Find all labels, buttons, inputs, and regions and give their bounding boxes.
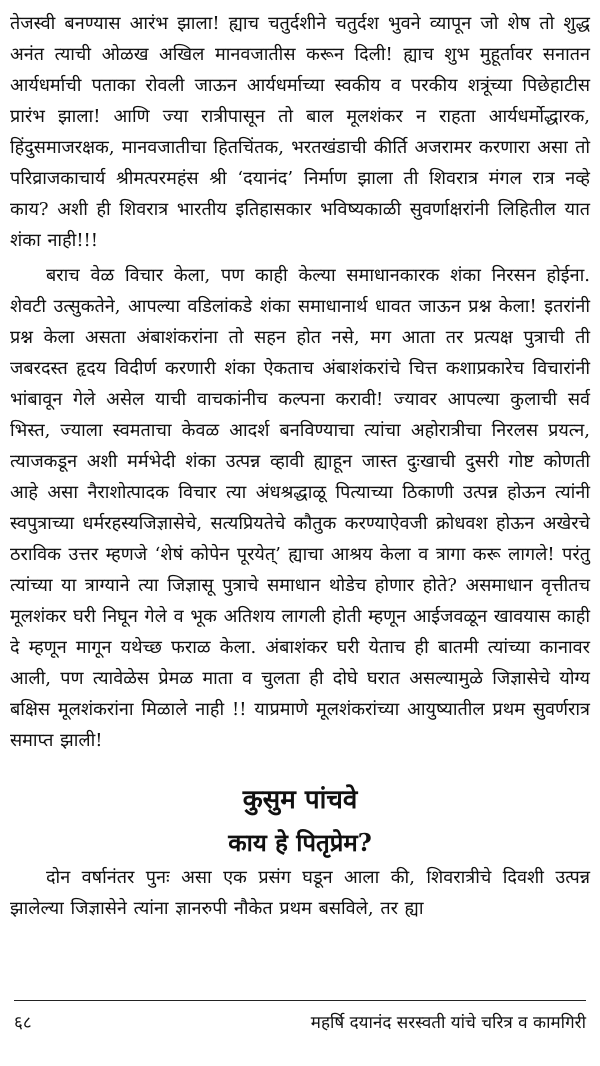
- paragraph-1: तेजस्वी बनण्यास आरंभ झाला! ह्याच चतुर्दशीने चतुर्दश भुवने व्यापून जो शेष तो शुद्ध अनंत त्याची ओळख अखिल मानवजातीस करून दिली! ह्याच शुभ मुहूर्तावर सनातन आर्यधर्माची पताका रोवली जाऊन आर्यधर्माच्या स्वकीय व परकीय शत्रूंच्या पिछेहाटीस प्रारंभ झाला! आणि ज्या रात्रीपासून तो बाल मूलशंकर न राहता आर्यधर्मोद्धारक, हिंदुसमाजरक्षक, मानवजातीचा हितचिंतक, भरतखंडाची कीर्ति अजरामर करणारा असा तो परिव्राजकाचार्य श्रीमत्परमहंस श्री ‘दयानंद’ निर्माण झाला ती शिवरात्र मंगल रात्र नव्हे काय? अशी ही शिवरात्र भारतीय इतिहासकार भविष्यकाळी सुवर्णाक्षरांनी लिहितील यात शंका नाही!!!: [10, 13, 590, 251]
- page-footer: [14, 1010, 586, 1036]
- paragraph-2: बराच वेळ विचार केला, पण काही केल्या समाधानकारक शंका निरसन होईना. शेवटी उत्सुकतेने, आपल्या वडिलांकडे शंका समाधानार्थ धावत जाऊन प्रश्न केला! इतरांनी प्रश्न केला असता अंबाशंकरांना तो सहन होत नसे, मग आता तर प्रत्यक्ष पुत्राची ती जबरदस्त हृदय विदीर्ण करणारी शंका ऐकताच अंबाशंकरांचे चित्त कशाप्रकारेच विचारांनी भांबावून गेले असेल याची वाचकांनीच कल्पना करावी! ज्यावर आपल्या कुलाची सर्व भिस्त, ज्याला स्वमताचा केवळ आदर्श बनविण्याचा त्यांचा अहोरात्रीचा निरलस प्रयत्न, त्याजकडून अशी मर्मभेदी शंका उत्पन्न व्हावी ह्याहून जास्त दुःखाची दुसरी गोष्ट कोणती आहे असा नैराशोत्पादक विचार त्या अंधश्रद्धाळू पित्याच्या ठिकाणी उत्पन्न होऊन त्यांनी स्वपुत्राच्या धर्मरहस्यजिज्ञासेचे, सत्यप्रियतेचे कौतुक करण्याऐवजी क्रोधवश होऊन अखेरचे ठराविक उत्तर म्हणजे ‘शेषं कोपेन पूरयेत्’ ह्याचा आश्रय केला व त्रागा करू लागले! परंतु त्यांच्या या त्राग्याने त्या जिज्ञासू पुत्राचे समाधान थोडेच होणार होते? असमाधान वृत्तीतच मूलशंकर घरी निघून गेले व भूक अतिशय लागली होती म्हणून आईजवळून खावयास काही दे म्हणून मागून यथेच्छ फराळ केला. अंबाशंकर घरी येताच ही बातमी त्यांच्या कानावर आली, पण त्यावेळेस प्रेमळ माता व चुलता ही दोघे घरात असल्यामुळे जिज्ञासेचे योग्य बक्षिस मूलशंकरांना मिळाले नाही !! याप्रमाणे मूलशंकरांच्या आयुष्यातील प्रथम सुवर्णरात्र समाप्त झाली!: [10, 265, 590, 751]
- page-number: ६८: [14, 1013, 32, 1033]
- running-title: महर्षि दयानंद सरस्वती यांचे चरित्र व कामगिरी: [310, 1013, 586, 1033]
- paragraph-3: दोन वर्षानंतर पुनः असा एक प्रसंग घडून आला की, शिवरात्रीचे दिवशी उत्पन्न झालेल्या जिज्ञासेने त्यांना ज्ञानरुपी नौकेत प्रथम बसविले, तर ह्या: [10, 867, 590, 919]
- chapter-title: कुसुम पांचवे: [242, 785, 358, 815]
- footer-divider: [14, 1000, 586, 1001]
- chapter-subtitle: काय हे पितृप्रेम?: [228, 828, 372, 857]
